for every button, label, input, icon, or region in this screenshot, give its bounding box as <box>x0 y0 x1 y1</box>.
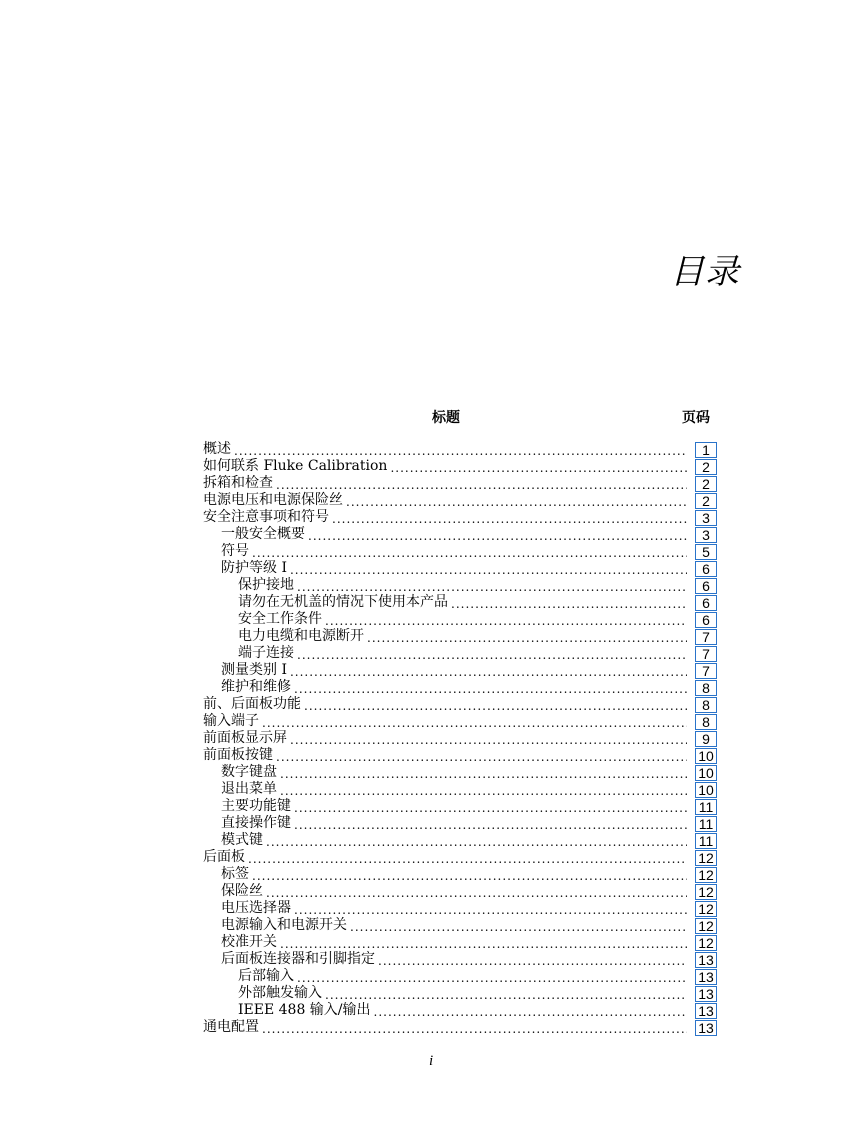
dot-leader <box>290 665 687 679</box>
toc-page-link[interactable]: 2 <box>695 493 717 509</box>
toc-entry-label[interactable]: 请勿在无机盖的情况下使用本产品 <box>238 594 448 610</box>
toc-entry-label[interactable]: 前、后面板功能 <box>203 696 301 712</box>
toc-page-link[interactable]: 11 <box>695 816 717 832</box>
dot-leader <box>294 801 687 815</box>
toc-page-link[interactable]: 8 <box>695 680 717 696</box>
toc-entry[interactable] <box>203 696 717 713</box>
toc-entry-label[interactable]: 如何联系 Fluke Calibration <box>203 458 388 474</box>
toc-page-link[interactable]: 12 <box>695 918 717 934</box>
dot-leader <box>367 631 687 645</box>
toc-page-link[interactable]: 6 <box>695 595 717 611</box>
toc-page-link[interactable]: 12 <box>695 935 717 951</box>
toc-entry-label[interactable]: 校准开关 <box>221 934 277 950</box>
dot-leader <box>266 835 687 849</box>
toc-entry-label[interactable]: 测量类别 I <box>221 662 287 678</box>
toc-entry[interactable] <box>203 560 717 577</box>
dot-leader <box>276 478 687 492</box>
toc-page-link[interactable]: 13 <box>695 952 717 968</box>
toc-entry-label[interactable]: 拆箱和检查 <box>203 475 273 491</box>
toc-entry[interactable] <box>203 441 717 458</box>
toc-entry[interactable] <box>203 849 717 866</box>
toc-entry-label[interactable]: 防护等级 I <box>221 560 287 576</box>
toc-page-link[interactable]: 13 <box>695 1003 717 1019</box>
dot-leader <box>248 852 687 866</box>
toc-page-link[interactable]: 5 <box>695 544 717 560</box>
dot-leader <box>276 750 687 764</box>
dot-leader <box>266 886 687 900</box>
toc-entry[interactable] <box>203 458 717 475</box>
toc-page-link[interactable]: 1 <box>695 442 717 458</box>
toc-entry[interactable] <box>203 798 717 815</box>
toc-entry-label[interactable]: 后面板连接器和引脚指定 <box>221 951 375 967</box>
dot-leader <box>262 716 687 730</box>
toc-page-link[interactable]: 13 <box>695 986 717 1002</box>
toc-entry-label[interactable]: 前面板显示屏 <box>203 730 287 746</box>
toc-entry[interactable] <box>203 934 717 951</box>
dot-leader <box>280 937 687 951</box>
toc-page-link[interactable]: 12 <box>695 867 717 883</box>
dot-leader <box>297 580 687 594</box>
dot-leader <box>290 733 687 747</box>
footer-page-number: i <box>429 1053 434 1069</box>
toc-entry-label[interactable]: 概述 <box>203 441 231 457</box>
dot-leader <box>280 784 687 798</box>
toc-entry[interactable] <box>203 815 717 832</box>
toc-entry-label[interactable]: 保护接地 <box>238 577 294 593</box>
toc-entry-label[interactable]: 主要功能键 <box>221 798 291 814</box>
toc-page-link[interactable]: 9 <box>695 731 717 747</box>
toc-entry-label[interactable]: 外部触发输入 <box>238 985 322 1001</box>
toc-entry[interactable] <box>203 509 717 526</box>
toc-entry[interactable] <box>203 968 717 985</box>
dot-leader <box>294 682 687 696</box>
dot-leader <box>252 869 687 883</box>
toc-entry-label[interactable]: IEEE 488 输入/输出 <box>238 1002 371 1018</box>
dot-leader <box>374 1005 687 1019</box>
toc-entry[interactable] <box>203 543 717 560</box>
toc-entry-label[interactable]: 后面板 <box>203 849 245 865</box>
toc-entry-label[interactable]: 标签 <box>221 866 249 882</box>
column-header-page: 页码 <box>682 410 710 426</box>
dot-leader <box>262 1022 687 1036</box>
toc-entry-label[interactable]: 电源输入和电源开关 <box>221 917 347 933</box>
toc-page-link[interactable]: 10 <box>695 782 717 798</box>
toc-page-link[interactable]: 3 <box>695 527 717 543</box>
toc-entry[interactable] <box>203 917 717 934</box>
toc-page-link[interactable]: 3 <box>695 510 717 526</box>
toc-page-link[interactable]: 13 <box>695 969 717 985</box>
toc-entry-label[interactable]: 端子连接 <box>238 645 294 661</box>
toc-page-link[interactable]: 13 <box>695 1020 717 1036</box>
page-title: 目录 <box>670 252 740 292</box>
dot-leader <box>390 461 687 475</box>
toc-page-link[interactable]: 2 <box>695 476 717 492</box>
toc-entry[interactable] <box>203 781 717 798</box>
toc-entry-label[interactable]: 安全注意事项和符号 <box>203 509 329 525</box>
toc-entry-label[interactable]: 前面板按键 <box>203 747 273 763</box>
dot-leader <box>346 495 687 509</box>
toc-entry-label[interactable]: 直接操作键 <box>221 815 291 831</box>
toc-page-link[interactable]: 6 <box>695 578 717 594</box>
dot-leader <box>451 597 687 611</box>
toc-entry[interactable] <box>203 526 717 543</box>
toc-page-link[interactable]: 7 <box>695 663 717 679</box>
dot-leader <box>252 546 687 560</box>
toc-entry[interactable] <box>203 492 717 509</box>
toc-entry-label[interactable]: 一般安全概要 <box>221 526 305 542</box>
toc-entry[interactable] <box>203 832 717 849</box>
toc-entry[interactable] <box>203 611 717 628</box>
toc-entry[interactable] <box>203 747 717 764</box>
dot-leader <box>325 988 687 1002</box>
dot-leader <box>350 920 687 934</box>
toc-page-link[interactable]: 7 <box>695 629 717 645</box>
toc-page-link[interactable]: 7 <box>695 646 717 662</box>
toc-page-link[interactable]: 12 <box>695 901 717 917</box>
toc-entry[interactable] <box>203 594 717 611</box>
toc-page-link[interactable]: 10 <box>695 765 717 781</box>
dot-leader <box>378 954 687 968</box>
toc-entry-label[interactable]: 维护和维修 <box>221 679 291 695</box>
toc-entry-label[interactable]: 保险丝 <box>221 883 263 899</box>
dot-leader <box>332 512 687 526</box>
toc-entry-label[interactable]: 安全工作条件 <box>238 611 322 627</box>
toc-entry[interactable] <box>203 764 717 781</box>
toc-page-link[interactable]: 11 <box>695 799 717 815</box>
toc-entry[interactable] <box>203 730 717 747</box>
toc-entry-label[interactable]: 符号 <box>221 543 249 559</box>
table-of-contents <box>203 441 717 1036</box>
toc-page-link[interactable]: 6 <box>695 612 717 628</box>
toc-entry[interactable] <box>203 628 717 645</box>
dot-leader <box>325 614 687 628</box>
toc-entry-label[interactable]: 模式键 <box>221 832 263 848</box>
toc-entry[interactable] <box>203 900 717 917</box>
dot-leader <box>297 971 687 985</box>
dot-leader <box>280 767 687 781</box>
toc-entry-label[interactable]: 通电配置 <box>203 1019 259 1035</box>
toc-page-link[interactable]: 12 <box>695 884 717 900</box>
toc-entry-label[interactable]: 输入端子 <box>203 713 259 729</box>
dot-leader <box>308 529 687 543</box>
column-header-title: 标题 <box>432 410 460 426</box>
dot-leader <box>297 648 687 662</box>
toc-entry[interactable] <box>203 1002 717 1019</box>
toc-entry[interactable] <box>203 679 717 696</box>
toc-page-link[interactable]: 10 <box>695 748 717 764</box>
toc-page-link[interactable]: 8 <box>695 697 717 713</box>
toc-entry-label[interactable]: 电压选择器 <box>221 900 291 916</box>
toc-entry[interactable] <box>203 662 717 679</box>
dot-leader <box>290 563 687 577</box>
toc-entry[interactable] <box>203 713 717 730</box>
dot-leader <box>304 699 687 713</box>
toc-entry[interactable] <box>203 577 717 594</box>
toc-page-link[interactable]: 6 <box>695 561 717 577</box>
toc-entry-label[interactable]: 电源电压和电源保险丝 <box>203 492 343 508</box>
toc-entry[interactable] <box>203 1019 717 1036</box>
toc-page-link[interactable]: 12 <box>695 850 717 866</box>
toc-entry-label[interactable]: 退出菜单 <box>221 781 277 797</box>
toc-entry-label[interactable]: 后部输入 <box>238 968 294 984</box>
dot-leader <box>234 444 687 458</box>
toc-entry[interactable] <box>203 951 717 968</box>
toc-entry[interactable] <box>203 645 717 662</box>
toc-entry-label[interactable]: 电力电缆和电源断开 <box>238 628 364 644</box>
toc-entry-label[interactable]: 数字键盘 <box>221 764 277 780</box>
dot-leader <box>294 818 687 832</box>
toc-entry[interactable] <box>203 475 717 492</box>
toc-page-link[interactable]: 8 <box>695 714 717 730</box>
toc-page-link[interactable]: 11 <box>695 833 717 849</box>
toc-page-link[interactable]: 2 <box>695 459 717 475</box>
dot-leader <box>294 903 687 917</box>
toc-entry[interactable] <box>203 866 717 883</box>
toc-entry[interactable] <box>203 883 717 900</box>
toc-entry[interactable] <box>203 985 717 1002</box>
